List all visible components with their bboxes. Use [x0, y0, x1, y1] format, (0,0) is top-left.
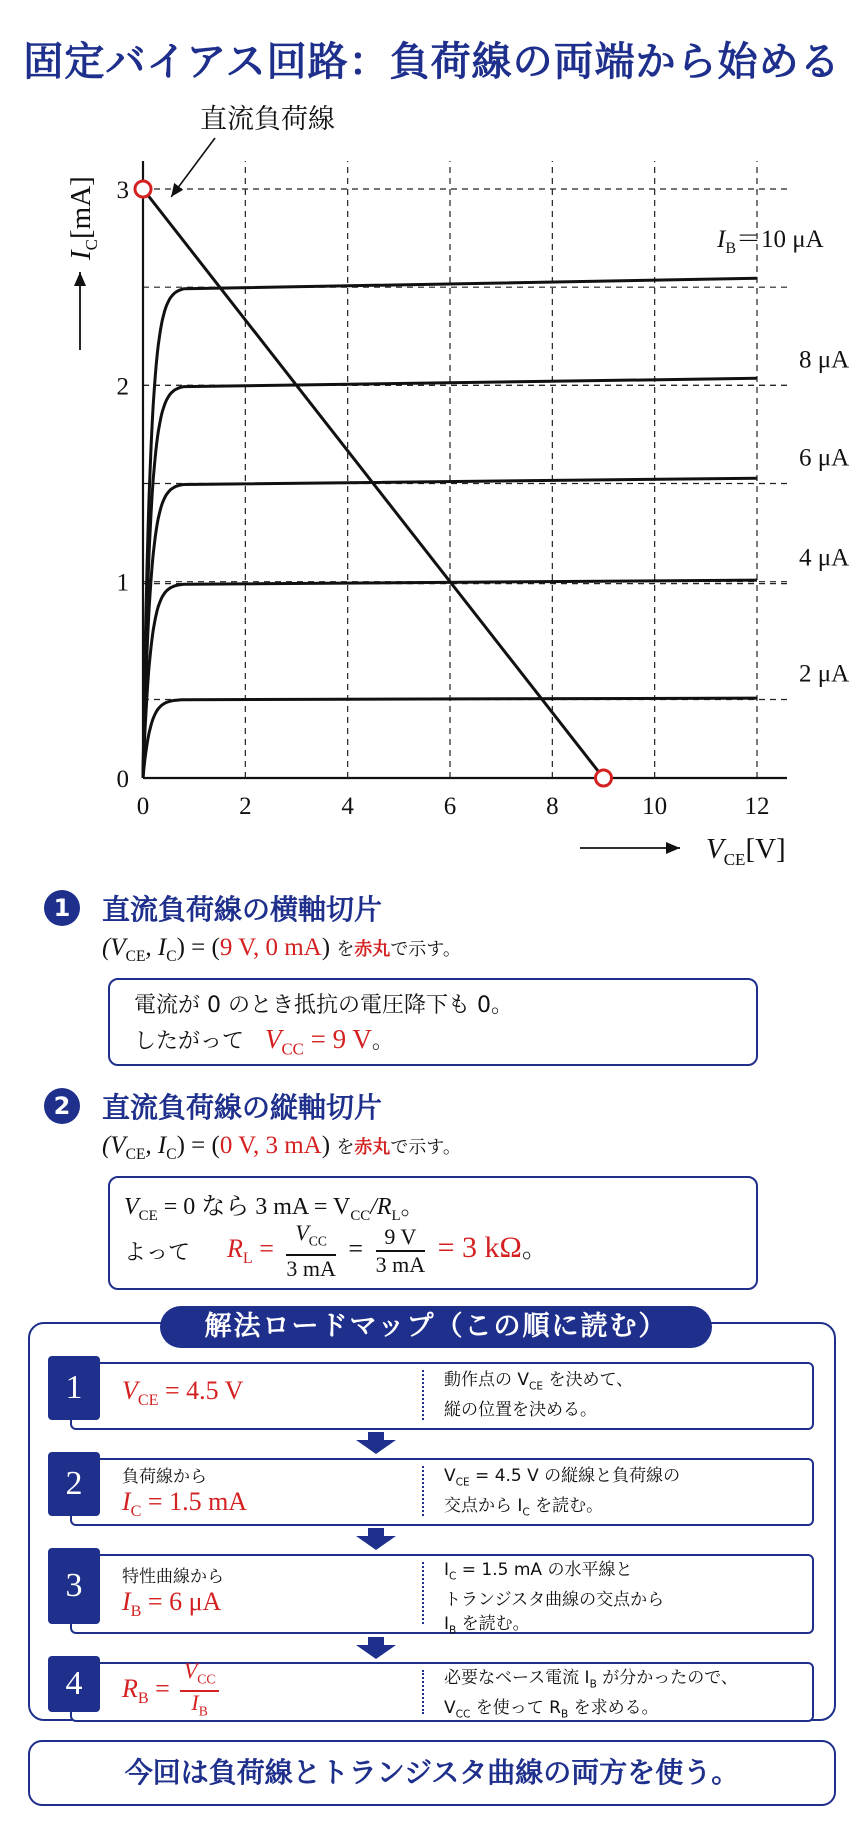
intercept-marker-1	[135, 181, 151, 197]
section1-box-line2: したがって $V_{CC} = 9$ V。	[134, 1024, 394, 1059]
curve-label-4: $I_B=10$ μA	[717, 226, 824, 258]
section2-number: 2	[44, 1088, 80, 1124]
section2-value: 0 V, 3 mA	[219, 1132, 322, 1159]
y-axis-label: $I_C[mA]$	[65, 176, 101, 260]
section1-heading	[44, 888, 382, 928]
section1-value: 9 V, 0 mA	[219, 934, 322, 961]
step-badge: 2	[48, 1452, 100, 1516]
section2-box-line1: $V_{CE} = 0$ なら 3 mA = $V_{CC}/R_L$。	[124, 1194, 425, 1224]
chart-grid	[143, 161, 787, 778]
step-badge: 3	[48, 1548, 100, 1624]
x-tick-label-10: 10	[642, 793, 668, 820]
step-badge: 1	[48, 1356, 100, 1420]
section1-number: 1	[44, 890, 80, 926]
chart-ticks	[117, 177, 770, 820]
y-tick-label-3: 3	[116, 177, 129, 204]
y-tick-label-0: 0	[116, 766, 129, 793]
section2-box-line2: よって $R_L$ = $\frac{V_{CC}}{3 mA}$ = $\frac{9 V}{3 mA}$ = 3 kΩ。	[124, 1220, 548, 1282]
x-tick-label-12: 12	[744, 793, 770, 820]
curve-label-3: 8 μA	[799, 346, 850, 374]
y-tick-label-2: 2	[116, 373, 129, 401]
intercept-marker-0	[596, 770, 612, 786]
load-line-arrowhead	[171, 183, 183, 197]
x-tick-label-4: 4	[341, 793, 354, 820]
x-tick-label-6: 6	[443, 793, 457, 820]
section2-heading	[44, 1086, 382, 1126]
roadmap-title: 解法ロードマップ（この順に読む）	[160, 1306, 712, 1348]
curve-label-2: 6 μA	[799, 444, 850, 472]
section1-title: 直流負荷線の横軸切片	[102, 893, 383, 926]
x-tick-label-0: 0	[136, 793, 150, 820]
transistor-characteristics-chart	[0, 90, 864, 870]
roadmap-step-4: 4 $R_B$ = $\frac{V_{CC}}{I_B}$ 必要なベース電流 $I_B$ が分かったので、 $V_{CC}$ を使って $R_B$ を求める。	[48, 1656, 816, 1726]
characteristic-curve-4	[143, 278, 757, 778]
x-axis-label: $V_{CE}[V]$	[706, 833, 786, 869]
curve-label-0: 2 μA	[799, 660, 850, 688]
section2-tuple: ($V_{CE}$, $I_C) = (0$ V, 3 mA) を赤丸で示す。	[102, 1132, 461, 1163]
roadmap-step-1: 1 $V_{CE} = 4.5$ V 動作点の $V_{CE}$ を決めて、 縦の位置を決める。	[48, 1356, 816, 1426]
chart-labels	[65, 104, 849, 869]
x-tick-label-8: 8	[546, 793, 559, 820]
section1-tuple: ($V_{CE}$, $I_C) = (9$ V, 0 mA) を赤丸で示す。	[102, 934, 461, 965]
y-axis-arrowhead	[74, 272, 86, 286]
roadmap-step-3: 3 特性曲線から $I_B = 6$ μA $I_C = 1.5$ mA の水平線と トランジスタ曲線の交点から $I_B$ を読む。	[48, 1548, 816, 1630]
section1-box-line1: 電流が 0 のとき抵抗の電圧降下も 0。	[134, 993, 513, 1018]
roadmap-step-2: 2 負荷線から $I_C = 1.5$ mA $V_{CE} = 4.5$ V の縦線と負荷線の 交点から $I_C$ を読む。	[48, 1452, 816, 1522]
step-badge: 4	[48, 1656, 100, 1712]
y-tick-label-1: 1	[116, 569, 129, 597]
curve-label-1: 4 μA	[799, 544, 850, 572]
load-line-label: 直流負荷線	[200, 104, 335, 135]
section2-title: 直流負荷線の縦軸切片	[102, 1091, 383, 1124]
x-axis-arrowhead	[666, 842, 680, 854]
page-title: 固定バイアス回路：負荷線の両端から始める	[23, 39, 841, 85]
chart-axes	[143, 161, 787, 778]
x-tick-label-2: 2	[239, 793, 252, 820]
footer-summary: 今回は負荷線とトランジスタ曲線の両方を使う。	[28, 1740, 836, 1806]
